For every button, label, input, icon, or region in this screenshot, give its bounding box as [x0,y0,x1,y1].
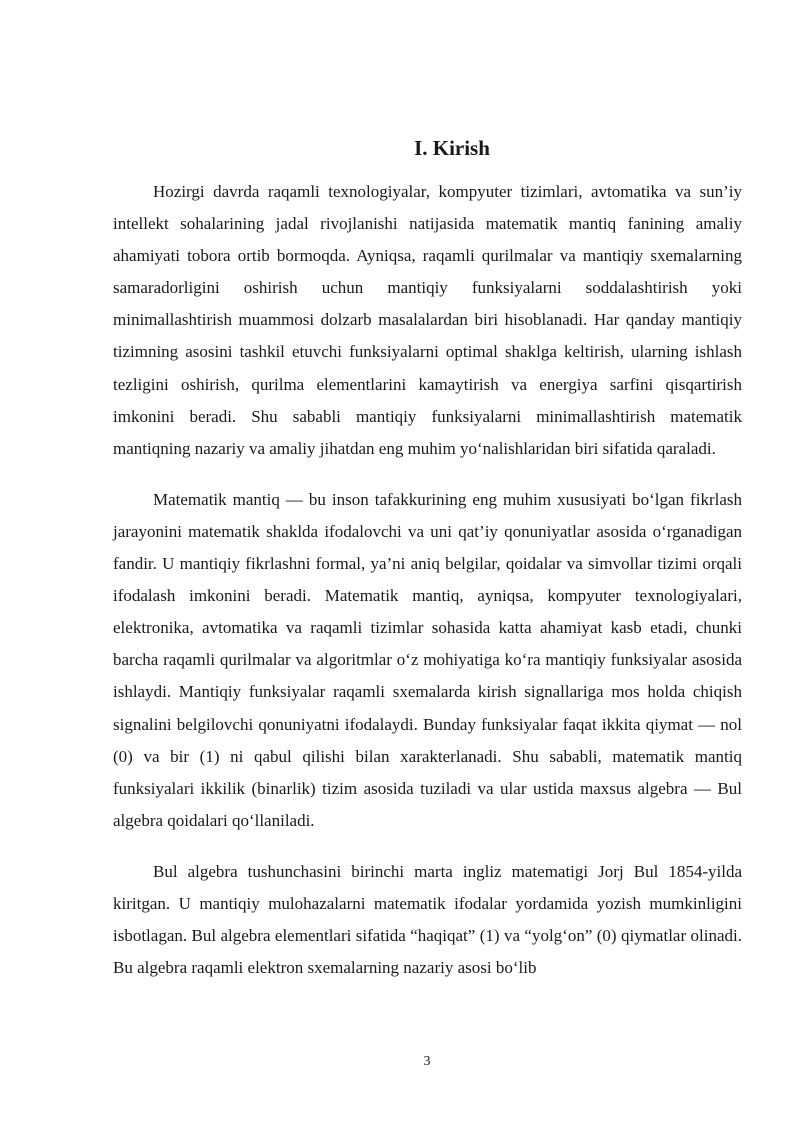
section-heading: I. Kirish [414,136,490,160]
paragraph-boolean-algebra: Bul algebra tushunchasini birinchi marta ingliz matematigi Jorj Bul 1854-yilda kiritgan. U mantiqiy mulohazalarni matematik ifodalar yordamida yozish mumkinligini isbotlagan. Bul algebra elementlari sifatida “haqiqat” (1) va “yolg‘on” (0) qiymatlar olinadi. Bu algebra raqamli elektron sxemalarning nazariy asosi bo‘lib [113,861,742,978]
paragraph-mathematical-logic: Matematik mantiq — bu inson tafakkurining eng muhim xususiyati bo‘lgan fikrlash jarayonini matematik shaklda ifodalovchi va uni qat’iy qonuniyatlar asosida o‘rganadigan fandir. U mantiqiy fikrlashni formal, ya’ni aniq belgilar, qoidalar va simvollar tizimi orqali ifodalash imkonini beradi. Matematik mantiq, ayniqsa, kompyuter texnologiyalari, elektronika, avtomatika va raqamli tizimlar sohasida katta ahamiyat kasb etadi, chunki barcha raqamli qurilmalar va algoritmlar o‘z mohiyatiga ko‘ra mantiqiy funksiyalar asosida ishlaydi. Mantiqiy funksiyalar raqamli sxemalarda kirish signallariga mos holda chiqish signalini belgilovchi qonuniyatni ifodalaydi. Bunday funksiyalar faqat ikkita qiymat — nol (0) va bir (1) ni qabul qilishi bilan xarakterlanadi. Shu sababli, matematik mantiq funksiyalari ikkilik (binarlik) tizim asosida tuziladi va ular ustida maxsus algebra — Bul algebra qoidalari qo‘llaniladi. [113,489,742,830]
page-number: 3 [423,1054,431,1069]
body-text [113,176,742,1003]
paragraph-intro: Hozirgi davrda raqamli texnologiyalar, kompyuter tizimlari, avtomatika va sun’iy intellekt sohalarining jadal rivojlanishi natijasida matematik mantiq fanining amaliy ahamiyati tobora ortib bormoqda. Ayniqsa, raqamli qurilmalar va mantiqiy sxemalarning samaradorligini oshirish uchun mantiqiy funksiyalarni soddalashtirish yoki minimallashtirish muammosi dolzarb masalalardan biri hisoblanadi. Har qanday mantiqiy tizimning asosini tashkil etuvchi funksiyalarni optimal shaklga keltirish, ularning ishlash tezligini oshirish, qurilma elementlarini kamaytirish va energiya sarfini qisqartirish imkonini beradi. Shu sababli mantiqiy funksiyalarni minimallashtirish matematik mantiqning nazariy va amaliy jihatdan eng muhim yo‘nalishlaridan biri sifatida qaraladi. [113,182,742,458]
